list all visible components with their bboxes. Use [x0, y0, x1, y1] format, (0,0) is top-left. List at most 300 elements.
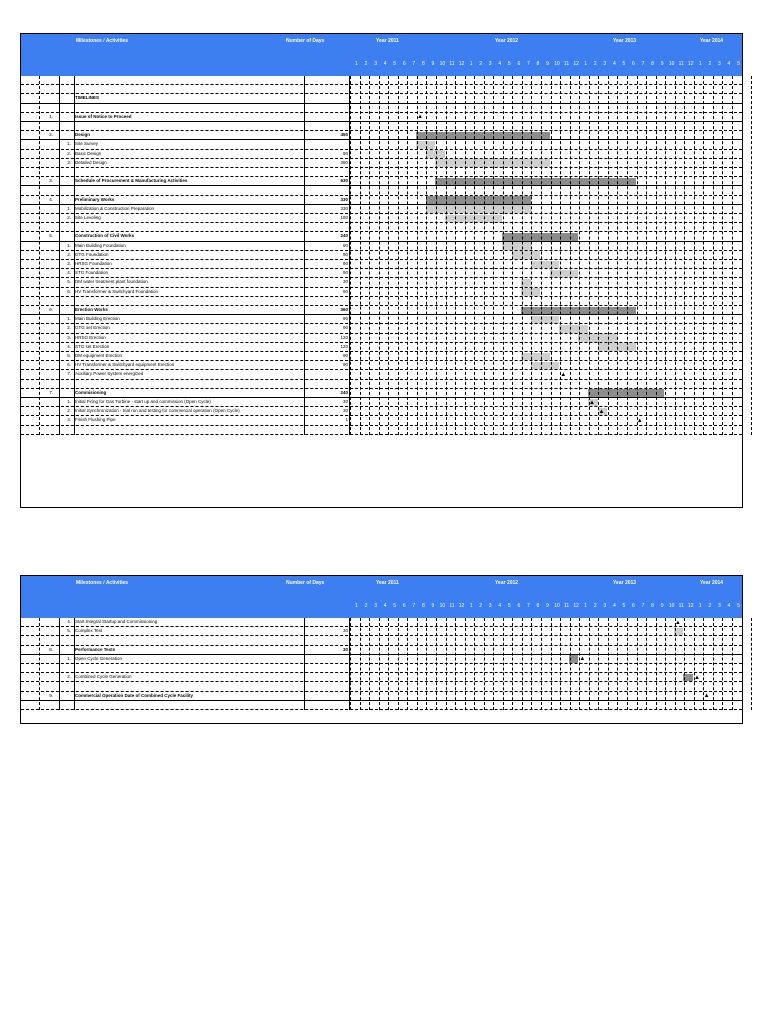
activity-label: GTG set Erection [75, 325, 110, 331]
activity-label: Combined Cycle Generation [75, 674, 132, 680]
milestone-marker: ▲ [674, 619, 681, 626]
sub-item-number: 4. [67, 343, 71, 349]
month-header: 3 [488, 61, 492, 67]
grid-line [465, 76, 466, 435]
table-row [21, 196, 742, 205]
activity-label: Performance Tests [75, 646, 116, 652]
blank-row [21, 168, 742, 177]
grid-line [656, 618, 657, 710]
sub-item-number: 2. [67, 325, 71, 331]
table-row [21, 324, 742, 333]
sub-item-number: 1. [67, 399, 71, 404]
month-header: 6 [746, 603, 750, 609]
item-number: 3. [49, 178, 53, 184]
table-row [21, 646, 742, 655]
activity-label: Construction of Civil Works [75, 233, 135, 239]
month-header: 7 [527, 61, 530, 67]
month-header: 5 [737, 603, 740, 609]
sub-item-number: 2. [67, 215, 71, 220]
grid-line [531, 76, 532, 435]
activity-label: Mobilization & Construction Preparation [75, 205, 155, 211]
grid-line [637, 76, 638, 435]
sub-item-number: 1. [67, 141, 71, 147]
grid-line [589, 76, 590, 435]
activity-label: Open Cycle Generation [75, 655, 123, 661]
grid-line [560, 76, 561, 435]
month-header: 1 [698, 603, 702, 609]
month-header: 3 [374, 603, 377, 609]
milestone-marker: ▲ [560, 371, 567, 378]
grid-line [608, 618, 609, 710]
month-header: 9 [660, 61, 664, 67]
sub-item-number: 4. [67, 619, 71, 624]
grid-line [732, 618, 733, 710]
month-header: 10 [439, 603, 446, 609]
table-row [21, 692, 742, 701]
grid-line [646, 618, 647, 710]
table-row [21, 398, 742, 407]
table-row [21, 288, 742, 297]
month-header: 6 [632, 603, 635, 609]
month-header: 5 [393, 61, 397, 67]
month-header: 12 [687, 61, 694, 67]
grid-line [551, 76, 552, 435]
grid-line [646, 76, 647, 435]
grid-line [627, 618, 628, 710]
number-of-days: 30 [342, 399, 348, 404]
sub-item-number: 6. [67, 288, 71, 294]
gantt-bar [550, 270, 579, 278]
grid-line [675, 76, 676, 435]
grid-line [703, 618, 704, 710]
number-of-days: 180 [340, 215, 348, 220]
number-of-days: 60 [342, 288, 348, 294]
grid-line [417, 618, 418, 710]
gantt-bar [426, 205, 531, 213]
grid-line [522, 618, 523, 710]
month-header: 3 [603, 603, 607, 609]
grid-line [379, 76, 380, 435]
grid-line [617, 618, 618, 710]
blank-row [21, 380, 742, 389]
number-of-days: 330 [340, 205, 348, 211]
table-row [21, 131, 742, 140]
table-row [21, 214, 742, 223]
gantt-table-1 [20, 33, 750, 508]
month-header: 10 [439, 61, 446, 67]
gantt-bar [559, 325, 588, 333]
month-header: 9 [546, 603, 549, 609]
blank-row [21, 76, 742, 85]
blank-row [21, 186, 742, 195]
row-divider [21, 434, 742, 435]
grid-line [713, 618, 714, 710]
item-number: 4. [49, 196, 53, 202]
month-header: 8 [651, 603, 654, 609]
month-header: 6 [402, 61, 406, 67]
grid-line [598, 76, 599, 435]
grid-line [388, 618, 389, 710]
grid-line [684, 618, 685, 710]
table-row [21, 232, 742, 241]
year-header: Year 2013 [613, 38, 637, 44]
number-of-days: 1 [345, 417, 348, 423]
grid-line [398, 618, 399, 710]
month-header: 2 [364, 603, 368, 609]
month-header: 3 [718, 603, 721, 609]
sub-item-number: 5. [67, 353, 71, 358]
activity-label: Site Survey [75, 141, 99, 147]
month-header: 11 [563, 61, 570, 67]
table-row [21, 343, 742, 352]
sub-item-number: 2. [67, 674, 71, 680]
activity-label: Initial Synchronization - trial run and testing for commercial operation (Open Cycle) [75, 408, 240, 414]
grid-line [350, 618, 351, 710]
table-row [21, 618, 742, 627]
month-header: 7 [641, 61, 645, 67]
grid-line [684, 76, 685, 435]
month-header: 6 [632, 61, 635, 67]
grid-line [703, 76, 704, 435]
number-of-days: 240 [340, 389, 348, 395]
grid-line [570, 618, 571, 710]
number-of-days: 30 [342, 646, 348, 652]
grid-line [455, 76, 456, 435]
grid-line [522, 76, 523, 435]
number-of-days: 360 [340, 307, 348, 312]
grid-line [694, 76, 695, 435]
month-header: 8 [536, 603, 540, 609]
table-row [21, 251, 742, 260]
number-of-days: 90 [342, 362, 348, 368]
gantt-bar [426, 196, 531, 204]
table-row [21, 260, 742, 269]
sub-item-number: 7. [67, 371, 71, 377]
item-number: 6. [49, 307, 53, 312]
grid-line [388, 76, 389, 435]
table-row [21, 627, 742, 636]
month-header: 5 [507, 61, 511, 67]
month-header: 2 [708, 603, 712, 609]
table-row [21, 242, 742, 251]
month-header: 12 [458, 61, 465, 67]
month-header: 7 [641, 603, 645, 609]
number-of-days: 630 [340, 178, 348, 184]
month-header: 4 [498, 603, 502, 609]
month-header: 11 [678, 61, 684, 67]
month-header: 11 [678, 603, 684, 609]
month-header: 8 [421, 61, 425, 67]
sub-item-number: 3. [67, 261, 71, 266]
grid-line [417, 76, 418, 435]
blank-row [21, 223, 742, 232]
month-header: 12 [687, 603, 694, 609]
table-row [21, 389, 742, 398]
gantt-bar [521, 353, 550, 361]
item-number: 5. [49, 233, 53, 239]
grid-line [484, 76, 485, 435]
grid-line [627, 76, 628, 435]
grid-line [436, 76, 437, 435]
month-header: 1 [469, 603, 473, 609]
grid-line [39, 618, 40, 710]
grid-line [436, 618, 437, 710]
activity-label: Design [75, 132, 91, 138]
table-row [21, 673, 742, 682]
month-header: 11 [449, 603, 455, 609]
grid-line [675, 618, 676, 710]
month-header: 9 [431, 61, 435, 67]
grid-line [379, 618, 380, 710]
blank-row [21, 636, 742, 645]
item-number: 1. [49, 113, 53, 119]
grid-line [656, 76, 657, 435]
column-divider [59, 618, 60, 710]
grid-line [541, 76, 542, 435]
grid-line [722, 76, 723, 435]
number-of-days: 30 [342, 408, 348, 414]
table-row [21, 150, 742, 159]
month-header: 3 [488, 603, 492, 609]
grid-line [713, 76, 714, 435]
sub-item-number: 1. [67, 655, 71, 661]
table-row [21, 140, 742, 149]
month-header: 5 [737, 61, 740, 67]
table-row [21, 278, 742, 287]
grid-line [474, 76, 475, 435]
grid-line [570, 76, 571, 435]
table-row [21, 334, 742, 343]
month-header: 4 [727, 603, 731, 609]
sub-item-number: 3. [67, 334, 71, 340]
activity-label: HRSG Foundation [75, 261, 112, 266]
sub-item-number: 2. [67, 408, 71, 414]
table-row [21, 315, 742, 324]
grid-line [732, 76, 733, 435]
gantt-bar [502, 242, 531, 250]
grid-line [694, 618, 695, 710]
month-header: 7 [412, 603, 416, 609]
table-row [21, 407, 742, 416]
month-header: 9 [546, 61, 549, 67]
blank-row [21, 701, 742, 710]
grid-line [637, 618, 638, 710]
activity-label: DM equipment Erection [75, 353, 123, 358]
milestone-marker: ▲ [588, 399, 595, 406]
item-number: 7. [49, 389, 53, 395]
row-divider [21, 709, 742, 710]
grid-line [350, 76, 351, 435]
table-row [21, 177, 742, 186]
activity-label: Detailed Design [75, 159, 107, 165]
grid-line [426, 618, 427, 710]
month-header: 1 [355, 603, 358, 609]
activity-label: GTG Foundation [75, 251, 109, 257]
number-of-days: 330 [340, 196, 348, 202]
month-header: 5 [507, 603, 511, 609]
grid-line [493, 76, 494, 435]
sub-item-number: 6. [67, 362, 71, 368]
month-header: 5 [393, 603, 397, 609]
number-of-days: 90 [342, 150, 348, 156]
month-header: 2 [593, 61, 597, 67]
grid-line [398, 76, 399, 435]
grid-line [39, 76, 40, 435]
table-row [21, 361, 742, 370]
grid-line [512, 618, 513, 710]
number-of-days: 120 [340, 334, 348, 340]
gantt-bar [531, 362, 560, 370]
number-of-days: 120 [340, 343, 348, 349]
year-header: Year 2011 [376, 38, 399, 44]
activity-label: Finish Flushing Pipe [75, 417, 116, 423]
grid-line [541, 618, 542, 710]
month-header: 3 [374, 61, 377, 67]
gantt-table-2 [20, 575, 750, 724]
number-of-days: 90 [342, 261, 348, 266]
grid-line [493, 618, 494, 710]
sub-item-number: 3. [67, 417, 71, 423]
grid-line [722, 618, 723, 710]
grid-line [360, 618, 361, 710]
grid-line [608, 76, 609, 435]
month-header: 10 [668, 603, 675, 609]
month-header: 8 [651, 61, 654, 67]
month-header: 4 [612, 61, 616, 67]
month-header: 5 [622, 61, 626, 67]
activity-label: Auxiliary Power System energized [75, 371, 144, 377]
activity-label: DM water treatment plant foundation [75, 279, 148, 285]
month-header: 6 [402, 603, 406, 609]
number-of-days: 90 [342, 353, 348, 358]
month-header: 1 [584, 603, 588, 609]
grid-line [503, 618, 504, 710]
column-divider [74, 618, 75, 710]
sub-item-number: 4. [67, 270, 71, 276]
activity-label: HV Transformer & Switchyard Foundation [75, 288, 159, 294]
milestones-header: Milestones / Activities [76, 580, 129, 586]
activity-label: STG set Erection [75, 343, 110, 349]
activity-label: Start Integral Startup and Commissioning [75, 619, 158, 624]
month-header: 12 [573, 603, 579, 609]
number-of-days: 450 [340, 132, 348, 138]
grid-line [742, 76, 743, 435]
sub-item-number: 2. [67, 150, 71, 156]
milestone-marker: ▲ [703, 693, 710, 700]
milestone-marker: ▲ [417, 114, 424, 121]
grid-line [742, 618, 743, 710]
grid-line [484, 618, 485, 710]
grid-line [751, 76, 752, 435]
grid-line [665, 76, 666, 435]
blank-row [21, 122, 742, 131]
month-header: 6 [517, 603, 521, 609]
month-header: 4 [383, 61, 387, 67]
year-header: Year 2012 [495, 580, 519, 586]
grid-line [455, 618, 456, 710]
activity-label: Main Building Erection [75, 316, 120, 322]
month-header: 8 [536, 61, 540, 67]
grid-line [407, 76, 408, 435]
number-of-days: 30 [342, 279, 348, 285]
section-title: TIMELINES [75, 95, 100, 101]
days-header: Number of Days [286, 38, 325, 44]
month-header: 5 [622, 603, 626, 609]
sub-item-number: 5. [67, 279, 71, 285]
activity-label: Commercial Operation Date of Combined Cycle Facility [75, 692, 194, 698]
table-row [21, 205, 742, 214]
activity-label: Complex Test [75, 628, 103, 634]
number-of-days: 90 [342, 242, 348, 248]
grid-line [426, 76, 427, 435]
grid-line [665, 618, 666, 710]
grid-line [446, 618, 447, 710]
grid-line [369, 76, 370, 435]
blank-row [21, 664, 742, 673]
days-header: Number of Days [286, 580, 325, 586]
grid-line [531, 618, 532, 710]
table-row [21, 370, 742, 379]
table-row [21, 306, 742, 315]
sub-item-number: 5. [67, 628, 71, 634]
month-header: 4 [727, 61, 731, 67]
month-header: 1 [469, 61, 473, 67]
activity-label: HRSG Erection [75, 334, 106, 340]
month-header: 10 [554, 603, 560, 609]
sub-item-number: 2. [67, 251, 71, 257]
activity-label: Site Leveling [75, 215, 101, 220]
sub-item-number: 3. [67, 159, 71, 165]
grid-line [369, 618, 370, 710]
blank-row [21, 85, 742, 94]
year-header: Year 2013 [613, 580, 637, 586]
table-row [21, 416, 742, 425]
grid-line [617, 76, 618, 435]
gantt-bar [531, 261, 560, 269]
grid-line [474, 618, 475, 710]
month-header: 12 [573, 61, 579, 67]
month-header: 12 [458, 603, 465, 609]
number-of-days: 90 [342, 325, 348, 331]
month-header: 1 [355, 61, 358, 67]
grid-line [446, 76, 447, 435]
grid-line [579, 76, 580, 435]
item-number: 9. [49, 692, 53, 698]
grid-line [503, 76, 504, 435]
month-header: 11 [449, 61, 455, 67]
column-divider [304, 618, 305, 710]
grid-line [560, 618, 561, 710]
milestone-marker: ▲ [694, 674, 700, 681]
month-header: 7 [527, 603, 530, 609]
month-header: 6 [517, 61, 521, 67]
item-number: 8. [49, 646, 53, 652]
column-divider [59, 76, 60, 435]
year-header: Year 2011 [376, 580, 399, 586]
milestone-marker: ▲ [598, 408, 605, 415]
table-row [21, 269, 742, 278]
month-header: 7 [412, 61, 416, 67]
sub-item-number: 1. [67, 205, 71, 211]
grid-line [360, 76, 361, 435]
activity-label: Main Building Foundation [75, 242, 126, 248]
month-header: 9 [660, 603, 664, 609]
year-header: Year 2014 [700, 38, 724, 44]
month-header: 1 [698, 61, 702, 67]
activity-label: Erection Works [75, 307, 108, 312]
month-header: 2 [593, 603, 597, 609]
year-header: Year 2012 [495, 38, 519, 44]
